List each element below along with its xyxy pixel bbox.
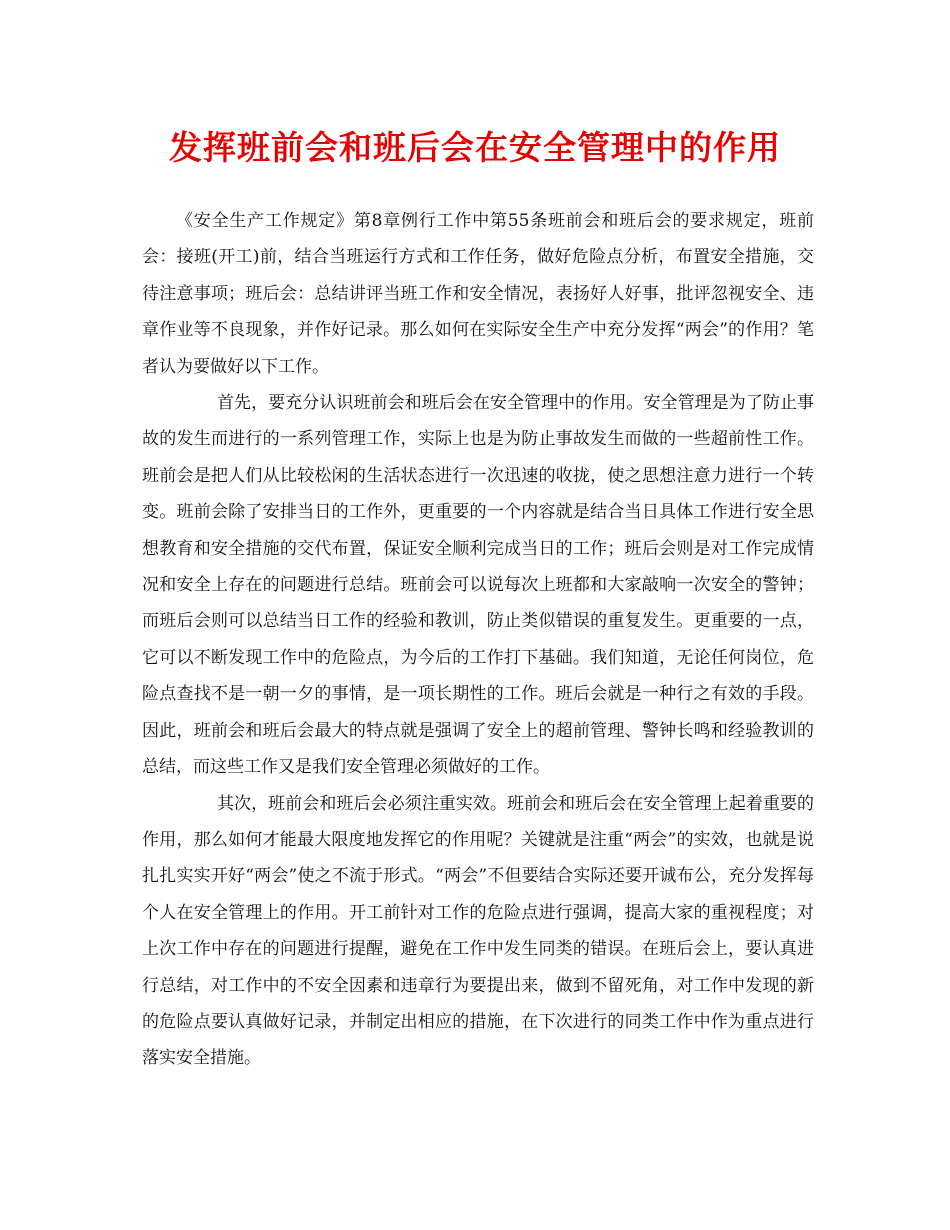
document-body <box>142 203 814 1077</box>
body-paragraph-3: 其次，班前会和班后会必须注重实效。班前会和班后会在安全管理上起着重要的作用，那么如何才能最大限度地发挥它的作用呢？关键就是注重“两会”的实效，也就是说扎扎实实开好“两会”使之不流于形式。“两会”不但要结合实际还要开诚布公，充分发挥每个人在安全管理上的作用。开工前针对工作的危险点进行强调，提高大家的重视程度；对上次工作中存在的问题进行提醒，避免在工作中发生同类的错误。在班后会上，要认真进行总结，对工作中的不安全因素和违章行为要提出来，做到不留死角，对工作中发现的新的危险点要认真做好记录，并制定出相应的措施，在下次进行的同类工作中作为重点进行落实安全措施。 <box>142 793 814 1069</box>
body-paragraph-1: 《安全生产工作规定》第8章例行工作中第55条班前会和班后会的要求规定，班前会：接班(开工)前，结合当班运行方式和工作任务，做好危险点分析，布置安全措施，交待注意事项；班后会：总结讲评当班工作和安全情况，表扬好人好事，批评忽视安全、违章作业等不良现象，并作好记录。那么如何在实际安全生产中充分发挥“两会”的作用？笔者认为要做好以下工作。 <box>142 211 814 377</box>
document-title: 发挥班前会和班后会在安全管理中的作用 <box>169 128 781 167</box>
body-paragraph-2: 首先，要充分认识班前会和班后会在安全管理中的作用。安全管理是为了防止事故的发生而进行的一系列管理工作，实际上也是为防止事故发生而做的一些超前性工作。班前会是把人们从比较松闲的生活状态进行一次迅速的收拢，使之思想注意力进行一个转变。班前会除了安排当日的工作外，更重要的一个内容就是结合当日具体工作进行安全思想教育和安全措施的交代布置，保证安全顺利完成当日的工作；班后会则是对工作完成情况和安全上存在的问题进行总结。班前会可以说每次上班都和大家敲响一次安全的警钟；而班后会则可以总结当日工作的经验和教训，防止类似错误的重复发生。更重要的一点，它可以不断发现工作中的危险点，为今后的工作打下基础。我们知道，无论任何岗位，危险点查找不是一朝一夕的事情，是一项长期性的工作。班后会就是一种行之有效的手段。因此，班前会和班后会最大的特点就是强调了安全上的超前管理、警钟长鸣和经验教训的总结，而这些工作又是我们安全管理必须做好的工作。 <box>142 393 814 778</box>
